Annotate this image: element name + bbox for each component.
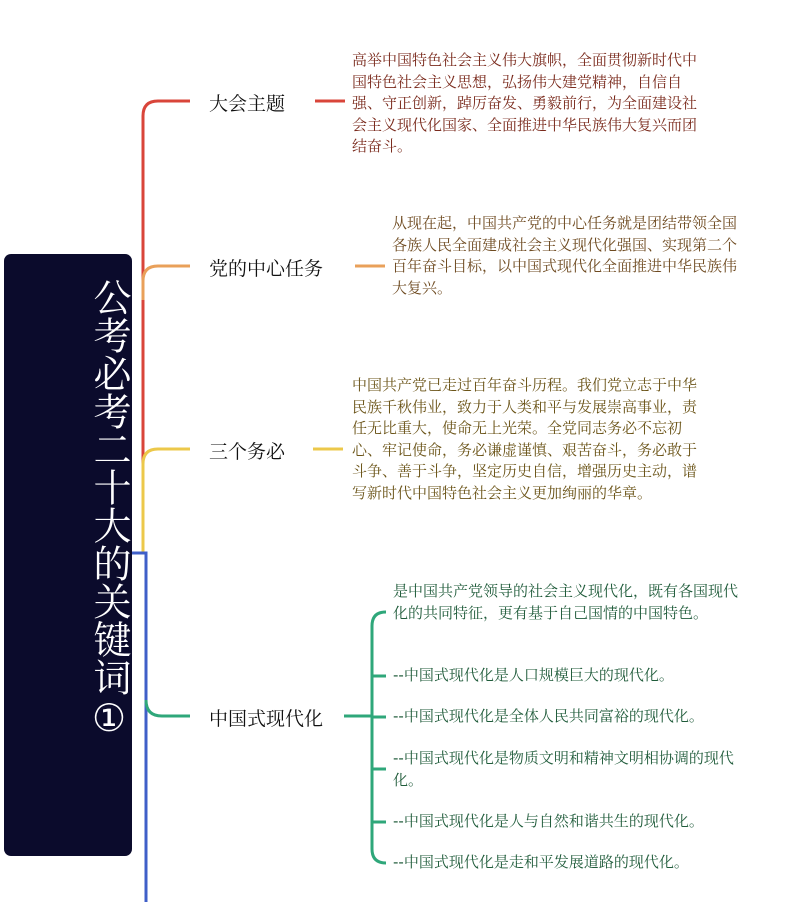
root-title: 公考必考二十大的关键词①: [87, 278, 131, 740]
topic-4-item-2: --中国式现代化是人口规模巨大的现代化。: [393, 666, 674, 684]
connector-topic-4: [146, 700, 190, 716]
topic-4-item-6: --中国式现代化是走和平发展道路的现代化。: [393, 853, 689, 871]
topic-1-label[interactable]: 大会主题: [209, 93, 286, 115]
connector-topic-3: [143, 449, 190, 553]
topic-4-item-bracket: [372, 612, 386, 863]
root-node[interactable]: [4, 254, 132, 856]
topic-3-description: 中国共产党已走过百年奋斗历程。我们党立志于中华民族千秋伟业，致力于人类和平与发展崇高事业，责任无比重大，使命无上光荣。全党同志务必不忘初心、牢记使命，务必谦虚谨慎、艰苦奋斗，务必敢于斗争、善于斗争，坚定历史自信，增强历史主动，谱写新时代中国特色社会主义更加绚丽的华章。: [352, 376, 698, 502]
topic-4-item-1: 是中国共产党领导的社会主义现代化，既有各国现代化的共同特征，更有基于自己国情的中国特色。: [393, 582, 739, 622]
topic-4-item-5: --中国式现代化是人与自然和谐共生的现代化。: [393, 812, 704, 830]
connector-lower-trunk: [132, 553, 146, 902]
topic-1-description: 高举中国特色社会主义伟大旗帜，全面贯彻新时代中国特色社会主义思想，弘扬伟大建党精神，自信自强、守正创新，踔厉奋发、勇毅前行，为全面建设社会主义现代化国家、全面推进中华民族伟大复兴而团结奋斗。: [352, 51, 698, 155]
connector-topic-2: [143, 266, 190, 300]
topic-2-description: 从现在起，中国共产党的中心任务就是团结带领全国各族人民全面建成社会主义现代化强国、实现第二个百年奋斗目标，以中国式现代化全面推进中华民族伟大复兴。: [392, 214, 738, 297]
topic-2-label[interactable]: 党的中心任务: [209, 258, 324, 280]
topic-4-item-4: --中国式现代化是物质文明和精神文明相协调的现代化。: [393, 749, 734, 789]
connector-topic-1: [132, 101, 190, 553]
topic-4-item-3: --中国式现代化是全体人民共同富裕的现代化。: [393, 707, 704, 725]
topic-4-label[interactable]: 中国式现代化: [209, 708, 324, 730]
topic-3-label[interactable]: 三个务必: [209, 441, 286, 463]
